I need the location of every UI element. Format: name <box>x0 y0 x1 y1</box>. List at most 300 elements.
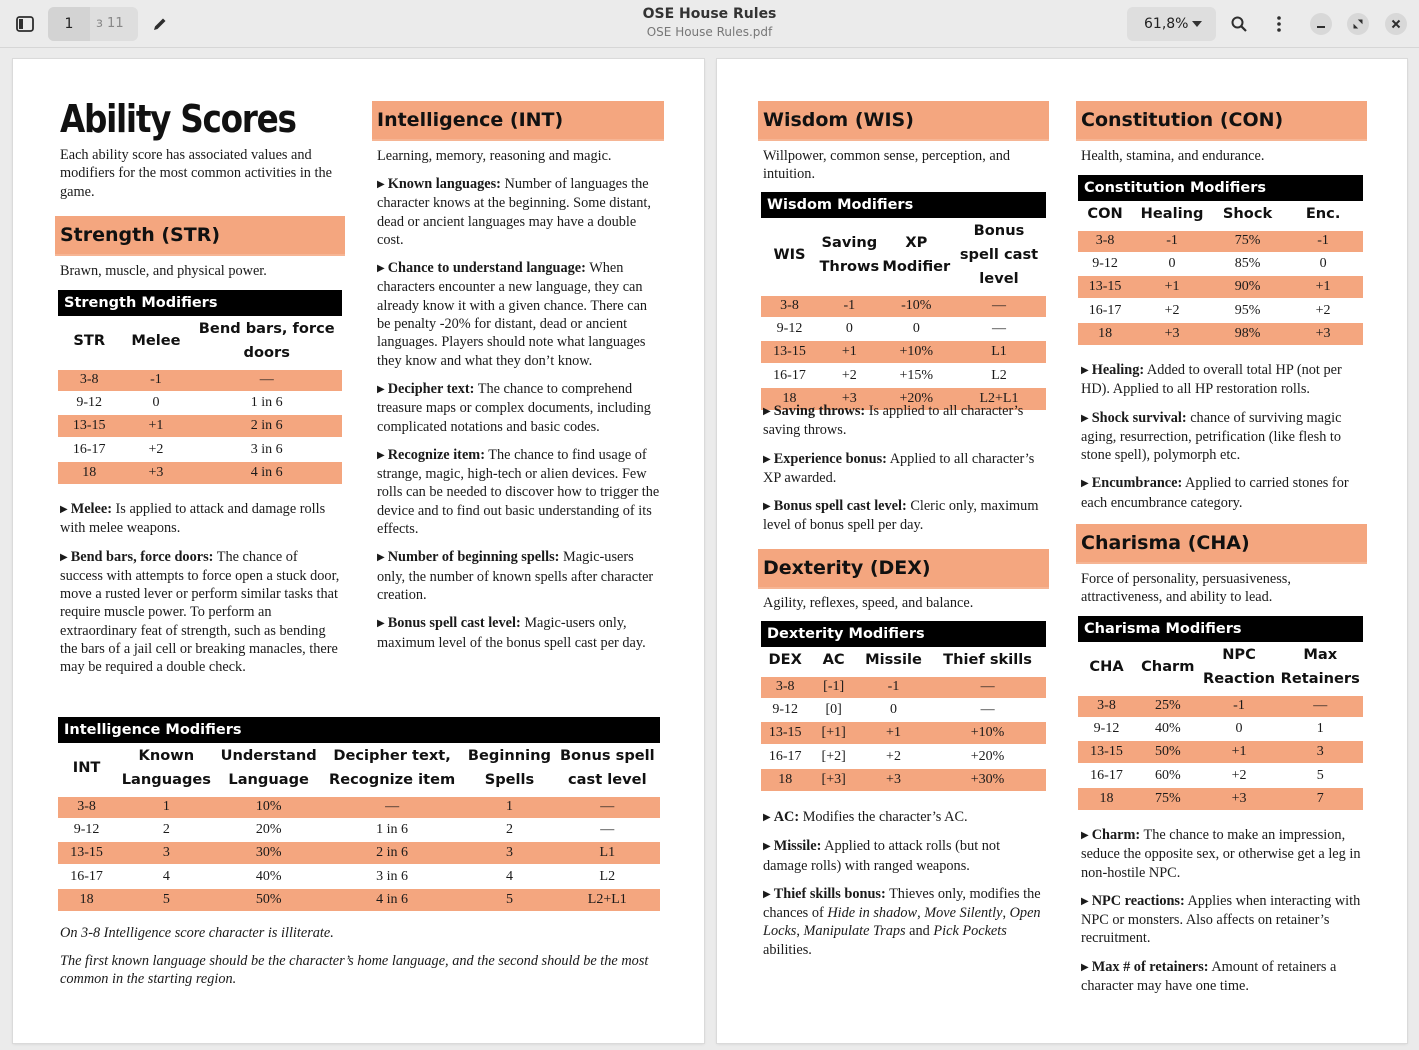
cell: 95% <box>1212 299 1283 322</box>
cell: 3-8 <box>58 368 120 391</box>
col-header: Bend bars, force doors <box>191 316 342 368</box>
cell: +3 <box>1283 322 1363 345</box>
page-title: Ability Scores <box>60 97 296 141</box>
cell: 7 <box>1277 787 1363 810</box>
table-row <box>761 698 1046 721</box>
table-title: Intelligence Modifiers <box>58 717 660 743</box>
note-text: , <box>917 905 925 922</box>
note: ▶ Charm: The chance to make an impression, seduce the opposite sex, or otherwise get a leg in non-hostile NPC. <box>1081 827 1361 881</box>
cell: +10% <box>881 341 952 364</box>
cell: 9-12 <box>761 698 809 721</box>
cha-description: Force of personality, persuasiveness, attractiveness, and ability to lead. <box>1081 571 1291 606</box>
chevron-down-icon <box>1192 21 1202 27</box>
cell: 10% <box>218 795 320 818</box>
close-icon <box>1391 19 1401 29</box>
note-text: Thieves only, modifies the chances of <box>763 885 1041 922</box>
cell: 0 <box>1283 252 1363 275</box>
int-footnote-2: The first known language should be the character’s home language, and the second should be the most common in the starting region. <box>60 953 649 988</box>
table-row <box>1078 717 1363 740</box>
note-label: Decipher text: <box>387 380 475 397</box>
col-header: XP Modifier <box>881 218 952 294</box>
table-row <box>761 317 1046 340</box>
minimize-icon <box>1316 19 1326 29</box>
note-label: Number of beginning spells: <box>387 549 560 566</box>
note-label: Recognize item: <box>387 446 485 463</box>
section-heading-str: Strength (STR) <box>55 216 345 256</box>
charisma-modifiers-table <box>1078 616 1363 810</box>
page-total: з 11 <box>96 16 124 31</box>
cell: 2 <box>115 818 217 841</box>
note: ▶ Bonus spell cast level: Cleric only, maximum level of bonus spell per day. <box>763 498 1039 534</box>
note-text: chance of surviving magic aging, resurrection, petrification (like flesh to stone spell), polymorph etc. <box>1081 409 1342 464</box>
cell: 40% <box>1135 717 1201 740</box>
cell: 13-15 <box>761 722 809 745</box>
col-header: Enc. <box>1283 201 1363 229</box>
note-text: Magic-users only, the number of known spells after character creation. <box>377 549 654 603</box>
note-italic: Manipulate Traps <box>803 923 906 940</box>
cell: +30% <box>929 768 1046 791</box>
cell: 3 in 6 <box>320 865 464 888</box>
cell: 1 <box>1277 717 1363 740</box>
note-text: The chance to comprehend treasure maps or complex documents, including complicated notations and basic codes. <box>377 380 651 435</box>
cell: 16-17 <box>1078 299 1132 322</box>
table-row <box>1078 276 1363 299</box>
cell: 9-12 <box>761 317 818 340</box>
cell: 50% <box>218 888 320 911</box>
note-text: Magic-users only, maximum level of the bonus spell cast per day. <box>377 615 646 651</box>
kebab-menu-icon <box>1277 16 1281 32</box>
wisdom-modifiers-table <box>761 192 1046 410</box>
cell: 1 in 6 <box>191 391 342 414</box>
cell: 98% <box>1212 322 1283 345</box>
table-row <box>58 865 660 888</box>
col-header: CON <box>1078 201 1132 229</box>
cell: 30% <box>218 842 320 865</box>
cell: 3-8 <box>1078 229 1132 252</box>
cell: 0 <box>858 698 929 721</box>
cell: [0] <box>809 698 857 721</box>
cell: 4 <box>115 865 217 888</box>
note: ▶ Melee: Is applied to attack and damage rolls with melee weapons. <box>60 501 326 537</box>
cell: — <box>555 818 660 841</box>
minimize-button[interactable] <box>1310 13 1332 35</box>
document-filename: OSE House Rules.pdf <box>646 25 773 39</box>
note-text: Is applied to attack and damage rolls with melee weapons. <box>60 501 326 537</box>
cell: -1 <box>1132 229 1212 252</box>
note: ▶ Chance to understand language: When characters encounter a new language, they can already know it with a given chance. There can be penalty -20% for distant, dead or ancient languages. Players should note what languages they know and what they don’t know. <box>377 260 648 369</box>
cell: 75% <box>1135 787 1201 810</box>
cell: — <box>1277 694 1363 717</box>
int-notes <box>377 175 661 662</box>
col-header: Decipher text, Recognize item <box>320 743 464 795</box>
cell: 3 <box>115 842 217 865</box>
note: ▶ Recognize item: The chance to find usage of strange, magic, high-tech or alien devices. Few rolls can be needed to discover how to trigger the device and to find out basic understanding of its effects. <box>377 446 660 538</box>
cell: — <box>555 795 660 818</box>
cell: -1 <box>858 675 929 698</box>
table-row <box>58 415 342 438</box>
note: ▶ Decipher text: The chance to comprehend treasure maps or complex documents, including complicated notations and basic codes. <box>377 380 651 435</box>
table-title: Strength Modifiers <box>58 290 342 316</box>
cell: L2 <box>952 364 1046 387</box>
table-row <box>1078 229 1363 252</box>
str-notes <box>60 500 342 687</box>
note-text: Applied to all character’s XP awarded. <box>763 450 1035 486</box>
note: ▶ Number of beginning spells: Magic-users only, the number of known spells after character creation. <box>377 549 654 603</box>
section-heading-con: Constitution (CON) <box>1076 101 1367 141</box>
cell: 1 in 6 <box>320 818 464 841</box>
table-title: Dexterity Modifiers <box>761 621 1046 647</box>
wis-notes <box>763 402 1045 545</box>
cell: 3-8 <box>761 675 809 698</box>
cell: +2 <box>818 364 881 387</box>
table-row <box>58 795 660 818</box>
cell: +2 <box>1283 299 1363 322</box>
cell: +10% <box>929 722 1046 745</box>
note-label: Charm: <box>1091 827 1141 843</box>
note: ▶ Experience bonus: Applied to all character’s XP awarded. <box>763 450 1035 486</box>
note-text: Amount of retainers a character may have one time. <box>1081 958 1337 995</box>
cell: 60% <box>1135 764 1201 787</box>
cell: 4 in 6 <box>191 461 342 484</box>
cell: — <box>320 795 464 818</box>
col-header: Melee <box>120 316 191 368</box>
cell: 75% <box>1212 229 1283 252</box>
section-heading-int: Intelligence (INT) <box>372 101 664 141</box>
restore-button[interactable] <box>1347 13 1369 35</box>
table-row <box>761 294 1046 317</box>
cell: 90% <box>1212 276 1283 299</box>
cell: [+3] <box>809 768 857 791</box>
col-header: Shock <box>1212 201 1283 229</box>
note: ▶ Encumbrance: Applied to carried stones for each encumbrance category. <box>1081 475 1349 511</box>
cell: -1 <box>1201 694 1278 717</box>
cell: 18 <box>761 387 818 410</box>
table-row <box>761 745 1046 768</box>
cell: 9-12 <box>1078 717 1135 740</box>
zoom-level: 61,8% <box>1144 16 1189 32</box>
dex-description: Agility, reflexes, speed, and balance. <box>763 595 974 611</box>
cell: 18 <box>1078 322 1132 345</box>
int-description: Learning, memory, reasoning and magic. <box>377 148 612 164</box>
col-header: AC <box>809 647 857 675</box>
note: ▶ NPC reactions: Applies when interacting with NPC or monsters. Also affects on retainer’s recruitment. <box>1081 892 1361 947</box>
table-row <box>1078 787 1363 810</box>
note: ▶ Missile: Applied to attack rolls (but not damage rolls) with ranged weapons. <box>763 838 1001 874</box>
main-menu-button[interactable] <box>1263 8 1295 40</box>
cell: 13-15 <box>1078 276 1132 299</box>
cell: 0 <box>1201 717 1278 740</box>
cell: +15% <box>881 364 952 387</box>
note-label: Thief skills bonus: <box>773 885 886 902</box>
cell: +3 <box>120 461 191 484</box>
cell: 3-8 <box>761 294 818 317</box>
cell: 13-15 <box>1078 741 1135 764</box>
note-label: Missile: <box>773 838 822 855</box>
cell: 2 in 6 <box>320 842 464 865</box>
note-text: Applied to attack rolls (but not damage rolls) with ranged weapons. <box>763 838 1001 874</box>
con-description: Health, stamina, and endurance. <box>1081 148 1265 164</box>
cell: +20% <box>881 387 952 410</box>
table-title: Charisma Modifiers <box>1078 616 1363 642</box>
cell: 9-12 <box>58 391 120 414</box>
note-text: , <box>1002 905 1010 922</box>
cell: +2 <box>858 745 929 768</box>
table-row <box>1078 764 1363 787</box>
note-text: Cleric only, maximum level of bonus spell per day. <box>763 498 1039 534</box>
note: ▶ Max # of retainers: Amount of retainers a character may have one time. <box>1081 958 1337 995</box>
cell: — <box>952 317 1046 340</box>
table-row <box>58 842 660 865</box>
note-italic: Pick Pockets <box>933 923 1007 940</box>
cell: 5 <box>464 888 554 911</box>
table-row <box>761 722 1046 745</box>
cell: 3 <box>1277 741 1363 764</box>
cell: +3 <box>1201 787 1278 810</box>
note: ▶ Saving throws: Is applied to all character’s saving throws. <box>763 403 1024 439</box>
cell: 25% <box>1135 694 1201 717</box>
page-number-input[interactable]: 1 <box>48 7 90 41</box>
note-label: Shock survival: <box>1091 409 1187 426</box>
note-label: Experience bonus: <box>773 450 887 467</box>
cell: 13-15 <box>761 341 818 364</box>
note-text: Applied to carried stones for each encumbrance category. <box>1081 475 1349 511</box>
table-row <box>58 461 342 484</box>
note-italic: Hide in shadow <box>827 905 918 922</box>
note-text: and <box>905 923 934 940</box>
cell: 16-17 <box>1078 764 1135 787</box>
note: ▶ Thief skills bonus: Thieves only, modifies the chances of Hide in shadow, Move Silently, Open Locks, Manipulate Traps and Pick Pockets abilities. <box>763 885 1041 958</box>
note-label: Chance to understand language: <box>387 260 586 277</box>
cell: 3 in 6 <box>191 438 342 461</box>
cell: 0 <box>881 317 952 340</box>
col-header: Missile <box>858 647 929 675</box>
cell: 5 <box>1277 764 1363 787</box>
cell: 4 <box>464 865 554 888</box>
col-header: Beginning Spells <box>464 743 554 795</box>
cell: 18 <box>58 461 120 484</box>
restore-icon <box>1353 19 1363 29</box>
table-row <box>1078 252 1363 275</box>
cell: +1 <box>1201 741 1278 764</box>
cell: 50% <box>1135 741 1201 764</box>
note-label: Encumbrance: <box>1091 475 1183 492</box>
section-heading-wis: Wisdom (WIS) <box>758 101 1049 141</box>
section-heading-cha: Charisma (CHA) <box>1076 524 1367 564</box>
constitution-modifiers-table <box>1078 175 1363 345</box>
col-header: Known Languages <box>115 743 217 795</box>
cell: 4 in 6 <box>320 888 464 911</box>
cell: +3 <box>1132 322 1212 345</box>
note-label: Known languages: <box>387 176 501 192</box>
table-row <box>58 818 660 841</box>
cell: -1 <box>1283 229 1363 252</box>
note-label: Max # of retainers: <box>1091 958 1209 975</box>
cell: 9-12 <box>58 818 115 841</box>
col-header: DEX <box>761 647 809 675</box>
cell: +3 <box>818 387 881 410</box>
cell: -10% <box>881 294 952 317</box>
document-title: OSE House Rules <box>642 6 777 22</box>
cell: 16-17 <box>761 745 809 768</box>
table-row <box>1078 299 1363 322</box>
str-description: Brawn, muscle, and physical power. <box>60 263 267 279</box>
cell: 3-8 <box>58 795 115 818</box>
cell: 18 <box>58 888 115 911</box>
cell: +1 <box>858 722 929 745</box>
close-button[interactable] <box>1385 13 1407 35</box>
col-header: Bonus spell cast level <box>952 218 1046 294</box>
cell: -1 <box>818 294 881 317</box>
note: ▶ Bend bars, force doors: The chance of success with attempts to force open a stuck door, move a rusted lever or perform similar tasks that require muscle power. To perform an extraordinary feat of strength, such as bending the bars of a jail cell or breaking manacles, there may be required a double check. <box>60 548 340 676</box>
pdf-page-left <box>13 59 704 1043</box>
cell: — <box>191 368 342 391</box>
note-text: The chance to find usage of strange, magic, high-tech or alien devices. Few rolls can be needed to discover how to trigger the device and to find out basic understanding of its effects. <box>377 446 660 538</box>
cell: 0 <box>1132 252 1212 275</box>
cell: 85% <box>1212 252 1283 275</box>
col-header: NPC Reaction <box>1201 642 1278 694</box>
col-header: Healing <box>1132 201 1212 229</box>
note-italic: Move Silently <box>924 905 1003 922</box>
cell: 1 <box>464 795 554 818</box>
cell: 40% <box>218 865 320 888</box>
cell: 13-15 <box>58 842 115 865</box>
cell: L1 <box>555 842 660 865</box>
table-row <box>58 368 342 391</box>
col-header: INT <box>58 743 115 795</box>
note-label: AC: <box>773 809 800 825</box>
table-row <box>761 768 1046 791</box>
cell: 1 <box>115 795 217 818</box>
cell: [+1] <box>809 722 857 745</box>
cell: +2 <box>1132 299 1212 322</box>
note-text: Number of languages the character knows at the beginning. Some distant, dead or ancient languages may have a double cost. <box>377 176 651 248</box>
cell: 13-15 <box>58 415 120 438</box>
note: ▶ Shock survival: chance of surviving magic aging, resurrection, petrification (like flesh to stone spell), polymorph etc. <box>1081 409 1342 464</box>
dex-notes <box>763 808 1047 969</box>
note-text: abilities. <box>763 941 812 958</box>
intro-text: Each ability score has associated values and modifiers for the most common activities in the game. <box>60 147 332 200</box>
note-italic: Open Locks <box>763 905 1041 940</box>
cha-notes <box>1081 826 1365 1005</box>
pdf-page-right <box>717 59 1407 1043</box>
note-text: , <box>796 923 804 940</box>
col-header: Thief skills <box>929 647 1046 675</box>
zoom-dropdown[interactable] <box>1127 7 1216 41</box>
header-bar <box>0 0 1419 48</box>
cell: L2+L1 <box>952 387 1046 410</box>
col-header: Bonus spell cast level <box>555 743 660 795</box>
cell: — <box>929 675 1046 698</box>
note-text: Applies when interacting with NPC or monsters. Also affects on retainer’s recruitment. <box>1081 892 1361 947</box>
cell: L1 <box>952 341 1046 364</box>
col-header: Saving Throws <box>818 218 881 294</box>
cell: +1 <box>1132 276 1212 299</box>
cell: 16-17 <box>761 364 818 387</box>
note-label: Healing: <box>1091 362 1145 378</box>
cell: 0 <box>818 317 881 340</box>
cell: 3-8 <box>1078 694 1135 717</box>
note-label: NPC reactions: <box>1091 892 1185 909</box>
cell: 2 <box>464 818 554 841</box>
note-label: Bonus spell cast level: <box>773 498 907 515</box>
cell: [+2] <box>809 745 857 768</box>
note: ▶ Known languages: Number of languages the character knows at the beginning. Some distant, dead or ancient languages may have a double cost. <box>377 176 651 248</box>
cell: 16-17 <box>58 865 115 888</box>
cell: +3 <box>858 768 929 791</box>
wis-description: Willpower, common sense, perception, and intuition. <box>763 148 1010 183</box>
intelligence-modifiers-table <box>58 717 660 911</box>
note-label: Bonus spell cast level: <box>387 615 521 632</box>
note-label: Saving throws: <box>773 403 866 419</box>
table-row <box>1078 741 1363 764</box>
cell: 3 <box>464 842 554 865</box>
cell: +20% <box>929 745 1046 768</box>
table-row <box>1078 694 1363 717</box>
note: ▶ Healing: Added to overall total HP (not per HD). Applied to all HP restoration rolls. <box>1081 362 1342 398</box>
cell: 18 <box>761 768 809 791</box>
cell: 9-12 <box>1078 252 1132 275</box>
cell: +1 <box>1283 276 1363 299</box>
col-header: STR <box>58 316 120 368</box>
cell: 2 in 6 <box>191 415 342 438</box>
cell: -1 <box>120 368 191 391</box>
col-header: Understand Language <box>218 743 320 795</box>
table-row <box>761 341 1046 364</box>
cell: — <box>952 294 1046 317</box>
note-label: Bend bars, force doors: <box>70 548 214 565</box>
note: ▶ AC: Modifies the character’s AC. <box>763 809 968 825</box>
search-button[interactable] <box>1223 8 1255 40</box>
table-row <box>58 888 660 911</box>
note-text: Added to overall total HP (not per HD). Applied to all HP restoration rolls. <box>1081 362 1342 398</box>
dexterity-modifiers-table <box>761 621 1046 791</box>
table-row <box>1078 322 1363 345</box>
con-notes <box>1081 361 1365 522</box>
table-row <box>58 391 342 414</box>
note-text: When characters encounter a new language, they can already know it with a given chance. There can be penalty -20% for distant, dead or ancient languages. Players should note what languages they know and what they don’t know. <box>377 260 648 369</box>
table-title: Constitution Modifiers <box>1078 175 1363 201</box>
note-text: The chance of success with attempts to force open a stuck door, move a rusted lever or perform similar tasks that require muscle power. To perform an extraordinary feat of strength, such as bending the bars of a jail cell or breaking manacles, there may be required a double check. <box>60 548 340 676</box>
cell: +1 <box>120 415 191 438</box>
cell: 0 <box>120 391 191 414</box>
note-text: Is applied to all character’s saving throws. <box>763 403 1024 439</box>
cell: L2+L1 <box>555 888 660 911</box>
table-title: Wisdom Modifiers <box>761 192 1046 218</box>
col-header: WIS <box>761 218 818 294</box>
table-row <box>761 675 1046 698</box>
note: ▶ Bonus spell cast level: Magic-users only, maximum level of the bonus spell cast per day. <box>377 615 646 651</box>
col-header: Charm <box>1135 642 1201 694</box>
cell: 18 <box>1078 787 1135 810</box>
cell: +2 <box>120 438 191 461</box>
cell: [-1] <box>809 675 857 698</box>
table-row <box>761 364 1046 387</box>
cell: +1 <box>818 341 881 364</box>
strength-modifiers-table <box>58 290 342 484</box>
int-footnote-1: On 3-8 Intelligence score character is illiterate. <box>60 925 334 941</box>
search-icon <box>1231 16 1247 32</box>
note-text: Modifies the character’s AC. <box>799 809 968 825</box>
cell: 16-17 <box>58 438 120 461</box>
table-row <box>58 438 342 461</box>
cell: 20% <box>218 818 320 841</box>
cell: +2 <box>1201 764 1278 787</box>
note-label: Melee: <box>70 501 112 517</box>
cell: — <box>929 698 1046 721</box>
cell: 5 <box>115 888 217 911</box>
cell: L2 <box>555 865 660 888</box>
note-text: The chance to make an impression, seduce the opposite sex, or otherwise get a leg in non-hostile NPC. <box>1081 827 1361 881</box>
